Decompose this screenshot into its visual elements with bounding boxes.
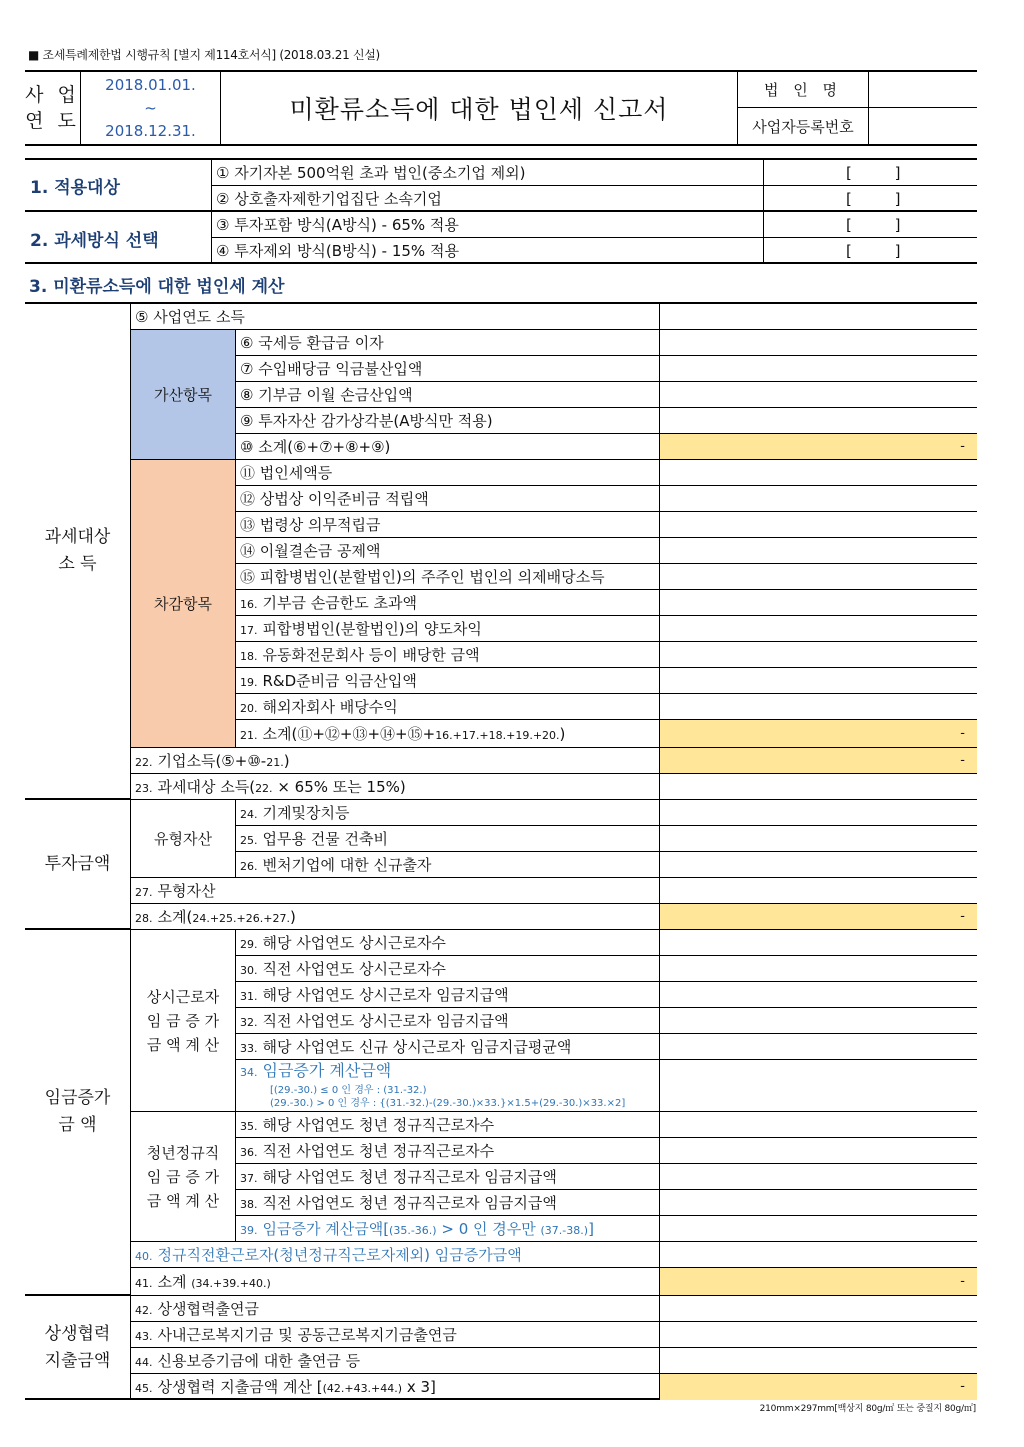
option-4-row (211, 238, 977, 264)
row-11-value[interactable] (659, 460, 977, 486)
row-43-label: 43. 사내근로복지기금 및 공동근로복지기금출연금 (130, 1322, 659, 1348)
option-4-text: ④ 투자제외 방식(B방식) - 15% 적용 (212, 238, 764, 264)
row-31-value[interactable] (659, 982, 977, 1008)
row-5-label: ⑤ 사업연도 소득 (130, 304, 659, 330)
row-18-label: 18. 유동화전문회사 등이 배당한 금액 (235, 642, 659, 668)
row-44-label: 44. 신용보증기금에 대한 출연금 등 (130, 1348, 659, 1374)
row-21-label: 21. 소계(⑪+⑫+⑬+⑭+⑮+16.+17.+18.+19.+20.) (235, 720, 659, 748)
row-42-value[interactable] (659, 1296, 977, 1322)
row-40-value[interactable] (659, 1242, 977, 1268)
row-36-label: 36. 직전 사업연도 청년 정규직근로자수 (235, 1138, 659, 1164)
row-7-value[interactable] (659, 356, 977, 382)
row-34-value[interactable] (659, 1060, 977, 1112)
row-14-value[interactable] (659, 538, 977, 564)
subgroup-youth-wage: 청년정규직 임 금 증 가 금 액 계 산 (130, 1112, 235, 1242)
row-45-label: 45. 상생협력 지출금액 계산 [(42.+43.+44.) x 3] (130, 1374, 659, 1400)
row-12-value[interactable] (659, 486, 977, 512)
row-6-value[interactable] (659, 330, 977, 356)
row-17-value[interactable] (659, 616, 977, 642)
row-39-label: 39. 임금증가 계산금액[(35.-36.) > 0 인 경우만 (37.-38.)] (235, 1216, 659, 1242)
business-year-period[interactable] (81, 72, 221, 144)
row-39-value[interactable] (659, 1216, 977, 1242)
row-38-value[interactable] (659, 1190, 977, 1216)
header-labels (737, 72, 869, 144)
row-41-label: 41. 소계 (34.+39.+40.) (130, 1268, 659, 1296)
row-35-value[interactable] (659, 1112, 977, 1138)
section2-title: 2. 과세방식 선택 (30, 230, 159, 251)
row-17-label: 17. 피합병법인(분할법인)의 양도차익 (235, 616, 659, 642)
option-2-row (211, 186, 977, 212)
row-20-value[interactable] (659, 694, 977, 720)
option-2-checkbox[interactable]: [ ] (846, 190, 901, 208)
header-values (869, 72, 977, 144)
row-28-value: - (659, 904, 977, 930)
row-24-value[interactable] (659, 800, 977, 826)
corp-name-label: 법 인 명 (738, 72, 868, 108)
row-20-label: 20. 해외자회사 배당수익 (235, 694, 659, 720)
calculation-table (25, 302, 977, 1400)
row-16-label: 16. 기부금 손금한도 초과액 (235, 590, 659, 616)
row-38-label: 38. 직전 사업연도 청년 정규직근로자 임금지급액 (235, 1190, 659, 1216)
row-15-label: ⑮ 피합병법인(분할법인)의 주주인 법인의 의제배당소득 (235, 564, 659, 590)
option-1-text: ① 자기자본 500억원 초과 법인(중소기업 제외) (212, 160, 764, 186)
group-coop-expense: 상생협력 지출금액 (44, 1324, 111, 1371)
section3-title: 3. 미환류소득에 대한 법인세 계산 (29, 277, 285, 297)
business-year-label: 사 업 연 도 (25, 72, 81, 144)
row-15-value[interactable] (659, 564, 977, 590)
row-22-value: - (659, 748, 977, 774)
row-23-label: 23. 과세대상 소득(22. × 65% 또는 15%) (130, 774, 659, 800)
period-separator: ~ (144, 99, 157, 117)
application-options (25, 158, 977, 264)
row-37-value[interactable] (659, 1164, 977, 1190)
row-8-label: ⑧ 기부금 이월 손금산입액 (235, 382, 659, 408)
row-37-label: 37. 해당 사업연도 청년 정규직근로자 임금지급액 (235, 1164, 659, 1190)
row-33-label: 33. 해당 사업연도 신규 상시근로자 임금지급평균액 (235, 1034, 659, 1060)
row-26-label: 26. 벤처기업에 대한 신규출자 (235, 852, 659, 878)
corp-name-field[interactable] (869, 72, 977, 108)
row-12-label: ⑫ 상법상 이익준비금 적립액 (235, 486, 659, 512)
row-10-value: - (659, 434, 977, 460)
row-25-label: 25. 업무용 건물 건축비 (235, 826, 659, 852)
row-27-value[interactable] (659, 878, 977, 904)
option-3-row (211, 212, 977, 238)
row-31-label: 31. 해당 사업연도 상시근로자 임금지급액 (235, 982, 659, 1008)
subgroup-deduct-items: 차감항목 (130, 460, 235, 748)
paper-spec-footnote: 210mm×297mm[백상지 80g/㎡ 또는 중질지 80g/㎡] (759, 1404, 976, 1414)
row-8-value[interactable] (659, 382, 977, 408)
subgroup-tangible: 유형자산 (130, 800, 235, 878)
option-1-checkbox[interactable]: [ ] (846, 164, 901, 182)
row-9-label: ⑨ 투자자산 감가상각분(A방식만 적용) (235, 408, 659, 434)
row-6-label: ⑥ 국세등 환급금 이자 (235, 330, 659, 356)
row-33-value[interactable] (659, 1034, 977, 1060)
row-42-label: 42. 상생협력출연금 (130, 1296, 659, 1322)
row-34-label: 34. 임금증가 계산금액 [(29.-30.) ≤ 0 인 경우 : (31.-32.) (29.-30.) > 0 인 경우 : {(31.-32.)-(29.-30.)×33.}×1.5+(29.-30.)×33.×2] (235, 1060, 659, 1112)
row-41-value: - (659, 1268, 977, 1296)
row-16-value[interactable] (659, 590, 977, 616)
row-19-value[interactable] (659, 668, 977, 694)
row-32-label: 32. 직전 사업연도 상시근로자 임금지급액 (235, 1008, 659, 1034)
row-18-value[interactable] (659, 642, 977, 668)
row-25-value[interactable] (659, 826, 977, 852)
row-5-value[interactable] (659, 304, 977, 330)
row-21-value: - (659, 720, 977, 748)
group-investment: 투자금액 (25, 800, 130, 930)
row-10-label: ⑩ 소계(⑥+⑦+⑧+⑨) (235, 434, 659, 460)
option-3-checkbox[interactable]: [ ] (846, 216, 901, 234)
row-13-label: ⑬ 법령상 의무적립금 (235, 512, 659, 538)
row-29-label: 29. 해당 사업연도 상시근로자수 (235, 930, 659, 956)
option-3-text: ③ 투자포함 방식(A방식) - 65% 적용 (212, 212, 764, 238)
group-wage-increase: 임금증가 금 액 (25, 930, 130, 1296)
group-taxable-income: 과세대상 소 득 (25, 304, 130, 800)
form-header (25, 70, 977, 146)
row-30-label: 30. 직전 사업연도 상시근로자수 (235, 956, 659, 982)
row-9-value[interactable] (659, 408, 977, 434)
row-40-label: 40. 정규직전환근로자(청년정규직근로자제외) 임금증가금액 (130, 1242, 659, 1268)
row-7-label: ⑦ 수입배당금 익금불산입액 (235, 356, 659, 382)
row-13-value[interactable] (659, 512, 977, 538)
row-36-value[interactable] (659, 1138, 977, 1164)
row-44-value[interactable] (659, 1348, 977, 1374)
row-45-value: - (659, 1374, 977, 1400)
form-title: 미환류소득에 대한 법인세 신고서 (289, 95, 669, 124)
section1-title: 1. 적용대상 (25, 160, 211, 212)
option-1-row (211, 160, 977, 186)
row-23-value[interactable] (659, 774, 977, 800)
period-end[interactable]: 2018.12.31. (105, 122, 196, 140)
subgroup-regular-wage: 상시근로자 임 금 증 가 금 액 계 산 (130, 930, 235, 1112)
option-2-text: ② 상호출자제한기업집단 소속기업 (212, 186, 764, 212)
row-35-label: 35. 해당 사업연도 청년 정규직근로자수 (235, 1112, 659, 1138)
row-27-label: 27. 무형자산 (130, 878, 659, 904)
row-30-value[interactable] (659, 956, 977, 982)
row-14-label: ⑭ 이월결손금 공제액 (235, 538, 659, 564)
row-26-value[interactable] (659, 852, 977, 878)
row-22-label: 22. 기업소득(⑤+⑩-21.) (130, 748, 659, 774)
row-29-value[interactable] (659, 930, 977, 956)
subgroup-add-items: 가산항목 (130, 330, 235, 460)
biz-no-field[interactable] (869, 108, 977, 144)
row-43-value[interactable] (659, 1322, 977, 1348)
legal-notice: ■ 조세특례제한법 시행규칙 [별지 제114호서식] (2018.03.21 신설) (28, 48, 380, 62)
row-11-label: ⑪ 법인세액등 (235, 460, 659, 486)
option-4-checkbox[interactable]: [ ] (846, 242, 901, 260)
period-start[interactable]: 2018.01.01. (105, 76, 196, 94)
biz-no-label: 사업자등록번호 (752, 117, 854, 136)
row-19-label: 19. R&D준비금 익금산입액 (235, 668, 659, 694)
row-32-value[interactable] (659, 1008, 977, 1034)
row-28-label: 28. 소계(24.+25.+26.+27.) (130, 904, 659, 930)
row-24-label: 24. 기계및장치등 (235, 800, 659, 826)
